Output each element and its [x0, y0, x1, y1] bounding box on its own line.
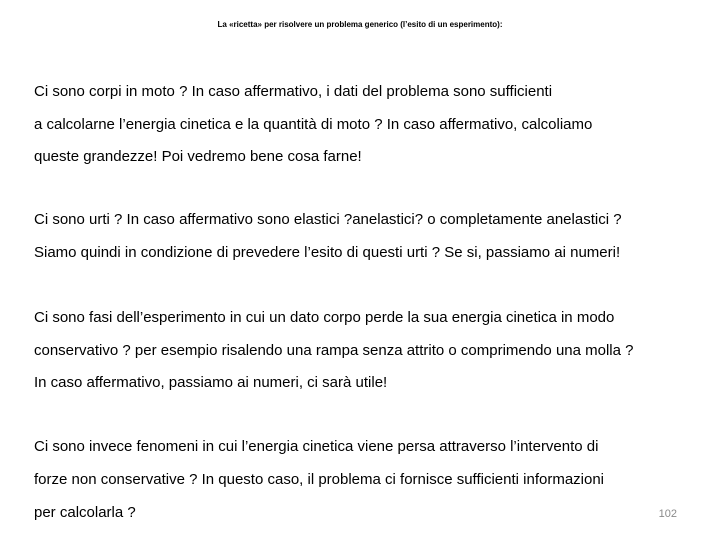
paragraph-3-line-1: Ci sono fasi dell’esperimento in cui un dato corpo perde la sua energia cinetica in modo: [34, 309, 615, 326]
page-number: 102: [658, 508, 677, 520]
paragraph-4-line-3: per calcolarla ?: [34, 504, 136, 521]
paragraph-3-line-3: In caso affermativo, passiamo ai numeri, ci sarà utile!: [34, 374, 388, 391]
paragraph-4-line-2: forze non conservative ? In questo caso, il problema ci fornisce sufficienti informazioni: [34, 471, 605, 488]
paragraph-2-line-1: Ci sono urti ? In caso affermativo sono elastici ?anelastici? o completamente anelastici ?: [34, 211, 622, 228]
paragraph-1-line-1: Ci sono corpi in moto ? In caso affermativo, i dati del problema sono sufficienti: [34, 83, 553, 100]
paragraph-2-line-2: Siamo quindi in condizione di prevedere l’esito di questi urti ? Se si, passiamo ai numeri!: [34, 244, 621, 261]
slide-title: La «ricetta» per risolvere un problema generico (l’esito di un esperimento):: [217, 20, 503, 29]
paragraph-3-line-2: conservativo ? per esempio risalendo una rampa senza attrito o comprimendo una molla ?: [34, 342, 634, 359]
paragraph-4-line-1: Ci sono invece fenomeni in cui l’energia cinetica viene persa attraverso l’intervento di: [34, 438, 599, 455]
paragraph-1-line-2: a calcolarne l’energia cinetica e la quantità di moto ? In caso affermativo, calcoliamo: [34, 116, 593, 133]
paragraph-1-line-3: queste grandezze! Poi vedremo bene cosa farne!: [34, 148, 362, 165]
